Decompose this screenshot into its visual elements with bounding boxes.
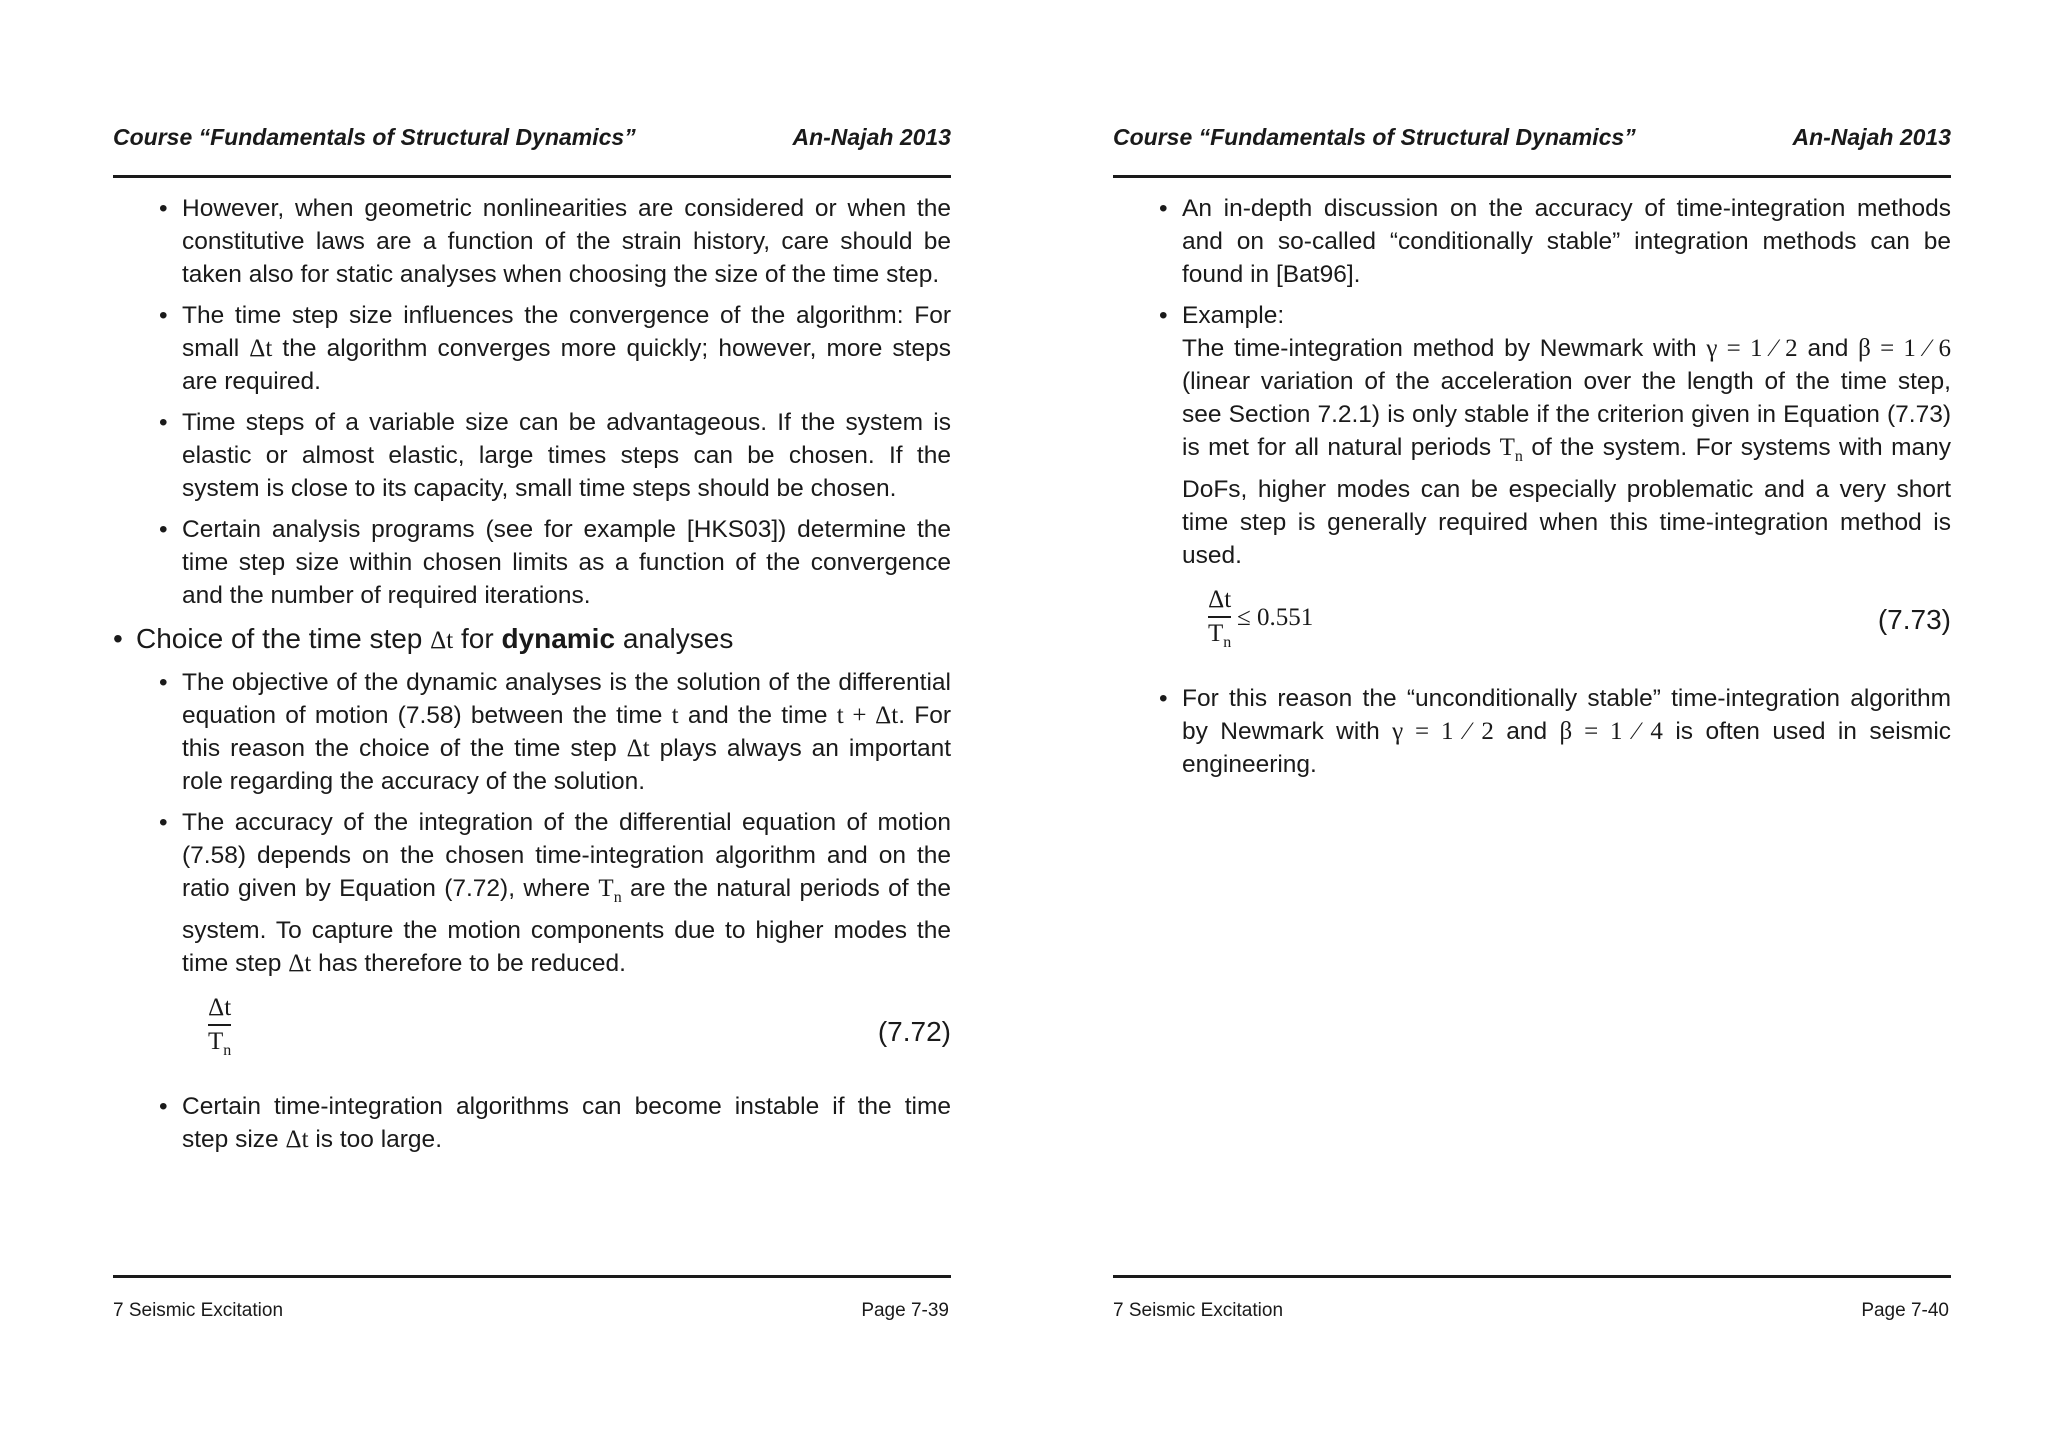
header-rule <box>113 175 951 178</box>
bullet-icon: • <box>159 809 168 836</box>
list-item <box>113 192 951 291</box>
institution-year: An-Najah 2013 <box>792 124 951 150</box>
bullet-text: Example: The time-integration method by Newmark with γ = 1 ⁄ 2 and β = 1 ⁄ 6 (linear variation of the acceleration over the length of the time step, see Section 7.2.1) is only stable if the criterion given in Equation (7.73) is met for all natural periods $T_n$ of the system. For systems with many DoFs, higher modes can be especially problematic and a very short time step is generally required when this time-integration method is used. <box>1182 302 1952 569</box>
page-header <box>113 124 951 154</box>
bullet-text: Time steps of a variable size can be advantageous. If the system is elastic or almost elastic, large times steps can be chosen. If the system is close to its capacity, small time steps should be chosen. <box>182 409 951 502</box>
equation-7-72 <box>113 994 951 1072</box>
course-title: Course “Fundamentals of Structural Dynamics” <box>1113 124 1636 150</box>
page-number: Page 7-39 <box>861 1300 949 1321</box>
fraction: Δt $T_n$ <box>208 994 232 1059</box>
inequality: ≤ 0.551 <box>1237 604 1314 631</box>
list-item <box>113 1090 951 1156</box>
chapter-label: 7 Seismic Excitation <box>113 1300 284 1321</box>
math-delta-t: Δt <box>249 335 273 362</box>
list-item <box>1113 682 1951 781</box>
institution-year: An-Najah 2013 <box>1792 124 1951 150</box>
equation-number: (7.72) <box>877 1016 951 1047</box>
footer-rule <box>1113 1275 1951 1278</box>
bullet-icon: • <box>159 669 168 696</box>
bullet-icon: • <box>1159 195 1168 222</box>
bullet-icon: • <box>159 1093 168 1120</box>
list-item <box>113 806 951 980</box>
section-bullet-text: Choice of the time step Δt for dynamic analyses <box>136 623 734 654</box>
chapter-label: 7 Seismic Excitation <box>1113 1300 1284 1321</box>
list-item <box>1113 192 1951 291</box>
right-page <box>1113 0 1951 1448</box>
equation-7-73 <box>1113 586 1951 664</box>
header-rule <box>1113 175 1951 178</box>
bullet-icon: • <box>113 623 123 654</box>
section-bullet <box>113 620 951 660</box>
bullet-text: However, when geometric nonlinearities are considered or when the constitutive laws are a function of the strain history, care should be taken also for static analyses when choosing the size of the time step. <box>182 195 951 288</box>
list-item <box>113 406 951 505</box>
bullet-icon: • <box>159 409 168 436</box>
math-delta-t: Δt <box>430 627 454 654</box>
list-item <box>113 513 951 612</box>
footer-rule <box>113 1275 951 1278</box>
bullet-text: An in-depth discussion on the accuracy of time-integration methods and on so-called “conditionally stable” integration methods can be found in [Bat96]. <box>1182 195 1951 288</box>
left-page <box>113 0 951 1448</box>
bullet-text: For this reason the “unconditionally stable” time-integration algorithm by Newmark with γ = 1 ⁄ 2 and β = 1 ⁄ 4 is often used in seismic engineering. <box>1182 685 1952 778</box>
list-item <box>1113 299 1951 572</box>
bullet-text: Certain time-integration algorithms can become instable if the time step size Δt is too large. <box>182 1093 951 1153</box>
page-body <box>113 192 951 1164</box>
page-number: Page 7-40 <box>1861 1300 1949 1321</box>
bullet-icon: • <box>1159 302 1168 329</box>
course-title: Course “Fundamentals of Structural Dynamics” <box>113 124 636 150</box>
bullet-icon: • <box>159 516 168 543</box>
bullet-text: Certain analysis programs (see for example [HKS03]) determine the time step size within chosen limits as a function of the convergence and the number of required iterations. <box>182 516 951 609</box>
bullet-icon: • <box>1159 685 1168 712</box>
equation-number: (7.73) <box>1877 604 1951 635</box>
list-item <box>113 299 951 398</box>
example-label: Example: <box>1182 302 1285 329</box>
fraction: Δt $T_n$ <box>1208 586 1232 651</box>
bullet-text: The objective of the dynamic analyses is the solution of the differential equation of motion (7.58) between the time t and the time t + Δt. For this reason the choice of the time step Δt plays always an important role regarding the accuracy of the solution. <box>182 669 952 795</box>
page-header <box>1113 124 1951 154</box>
page-body <box>1113 192 1951 789</box>
bullet-icon: • <box>159 302 168 329</box>
bullet-text: The accuracy of the integration of the differential equation of motion (7.58) depends on the chosen time-integration algorithm and on the ratio given by Equation (7.72), where $T_n$ are the natural periods of the system. To capture the motion components due to higher modes the time step Δt has therefore to be reduced. <box>182 809 951 977</box>
bullet-text: The time step size influences the convergence of the algorithm: For small Δt the algorithm converges more quickly; however, more steps are required. <box>182 302 951 395</box>
list-item <box>113 666 951 798</box>
bullet-icon: • <box>159 195 168 222</box>
